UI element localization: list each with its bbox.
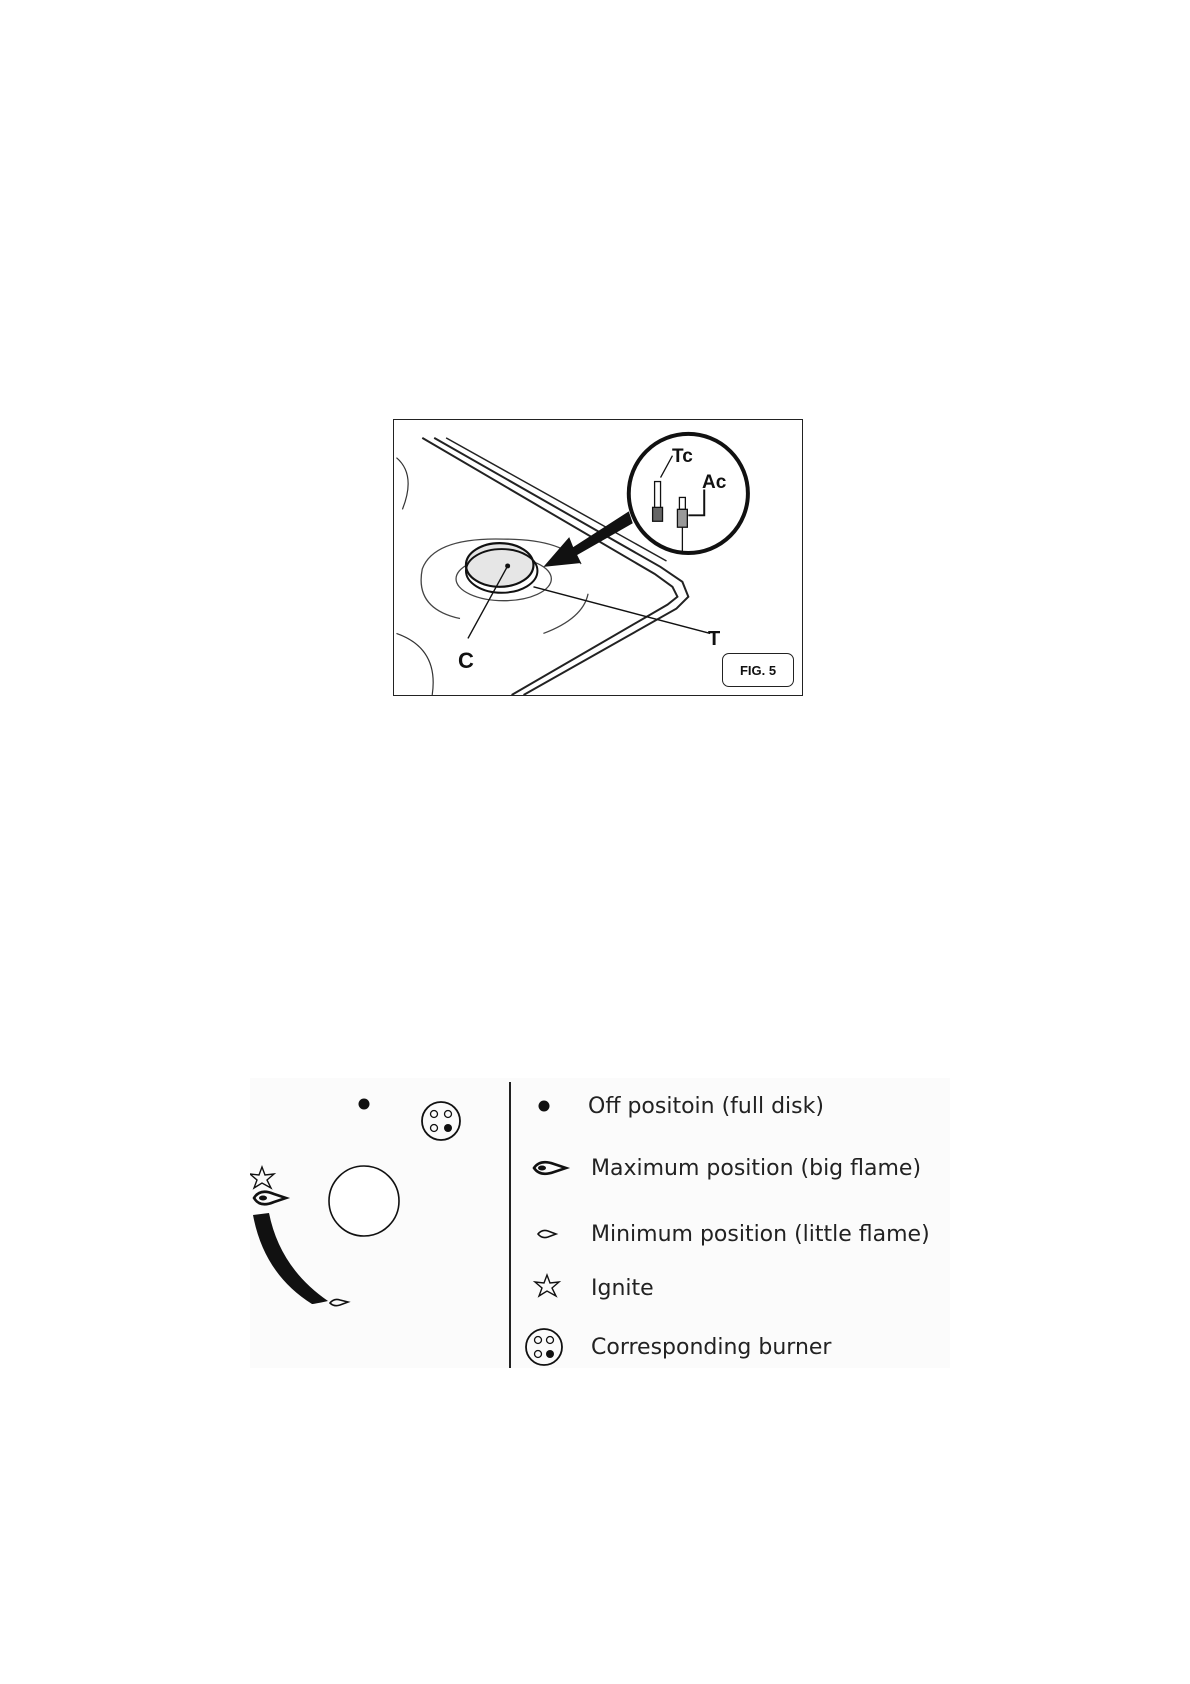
label-c: C bbox=[458, 648, 474, 673]
legend-item-label: Corresponding burner bbox=[591, 1335, 832, 1360]
star-icon bbox=[510, 1268, 586, 1308]
figure-5 bbox=[393, 419, 803, 696]
little-flame-icon bbox=[330, 1299, 348, 1305]
full-disk-icon bbox=[510, 1086, 586, 1126]
knob-circle bbox=[329, 1166, 399, 1236]
legend-item-label: Maximum position (big flame) bbox=[591, 1156, 922, 1181]
off-dot-icon bbox=[359, 1099, 370, 1110]
knob-diagram bbox=[250, 1078, 500, 1368]
knob-legend bbox=[250, 1078, 950, 1368]
big-flame-icon bbox=[510, 1148, 586, 1188]
star-icon bbox=[250, 1167, 274, 1188]
figure-caption: FIG. 5 bbox=[722, 653, 794, 687]
burner-indicator-icon bbox=[422, 1102, 460, 1140]
label-ac: Ac bbox=[702, 472, 727, 493]
label-tc: Tc bbox=[672, 446, 693, 467]
knob-arc bbox=[253, 1213, 328, 1304]
little-flame-icon bbox=[510, 1214, 586, 1254]
big-flame-icon bbox=[254, 1192, 286, 1205]
legend-item-ignite bbox=[510, 1268, 950, 1308]
arrow-icon bbox=[543, 511, 632, 567]
legend-item-minimum bbox=[510, 1214, 950, 1254]
burner-indicator-icon bbox=[510, 1327, 586, 1367]
legend-item-maximum bbox=[510, 1148, 950, 1188]
label-t: T bbox=[708, 628, 721, 650]
legend-item-label: Off positoin (full disk) bbox=[588, 1094, 824, 1119]
legend-item-burner bbox=[510, 1327, 950, 1367]
legend-item-off bbox=[510, 1086, 950, 1126]
legend-item-label: Ignite bbox=[591, 1276, 654, 1301]
legend-item-label: Minimum position (little flame) bbox=[591, 1222, 930, 1247]
